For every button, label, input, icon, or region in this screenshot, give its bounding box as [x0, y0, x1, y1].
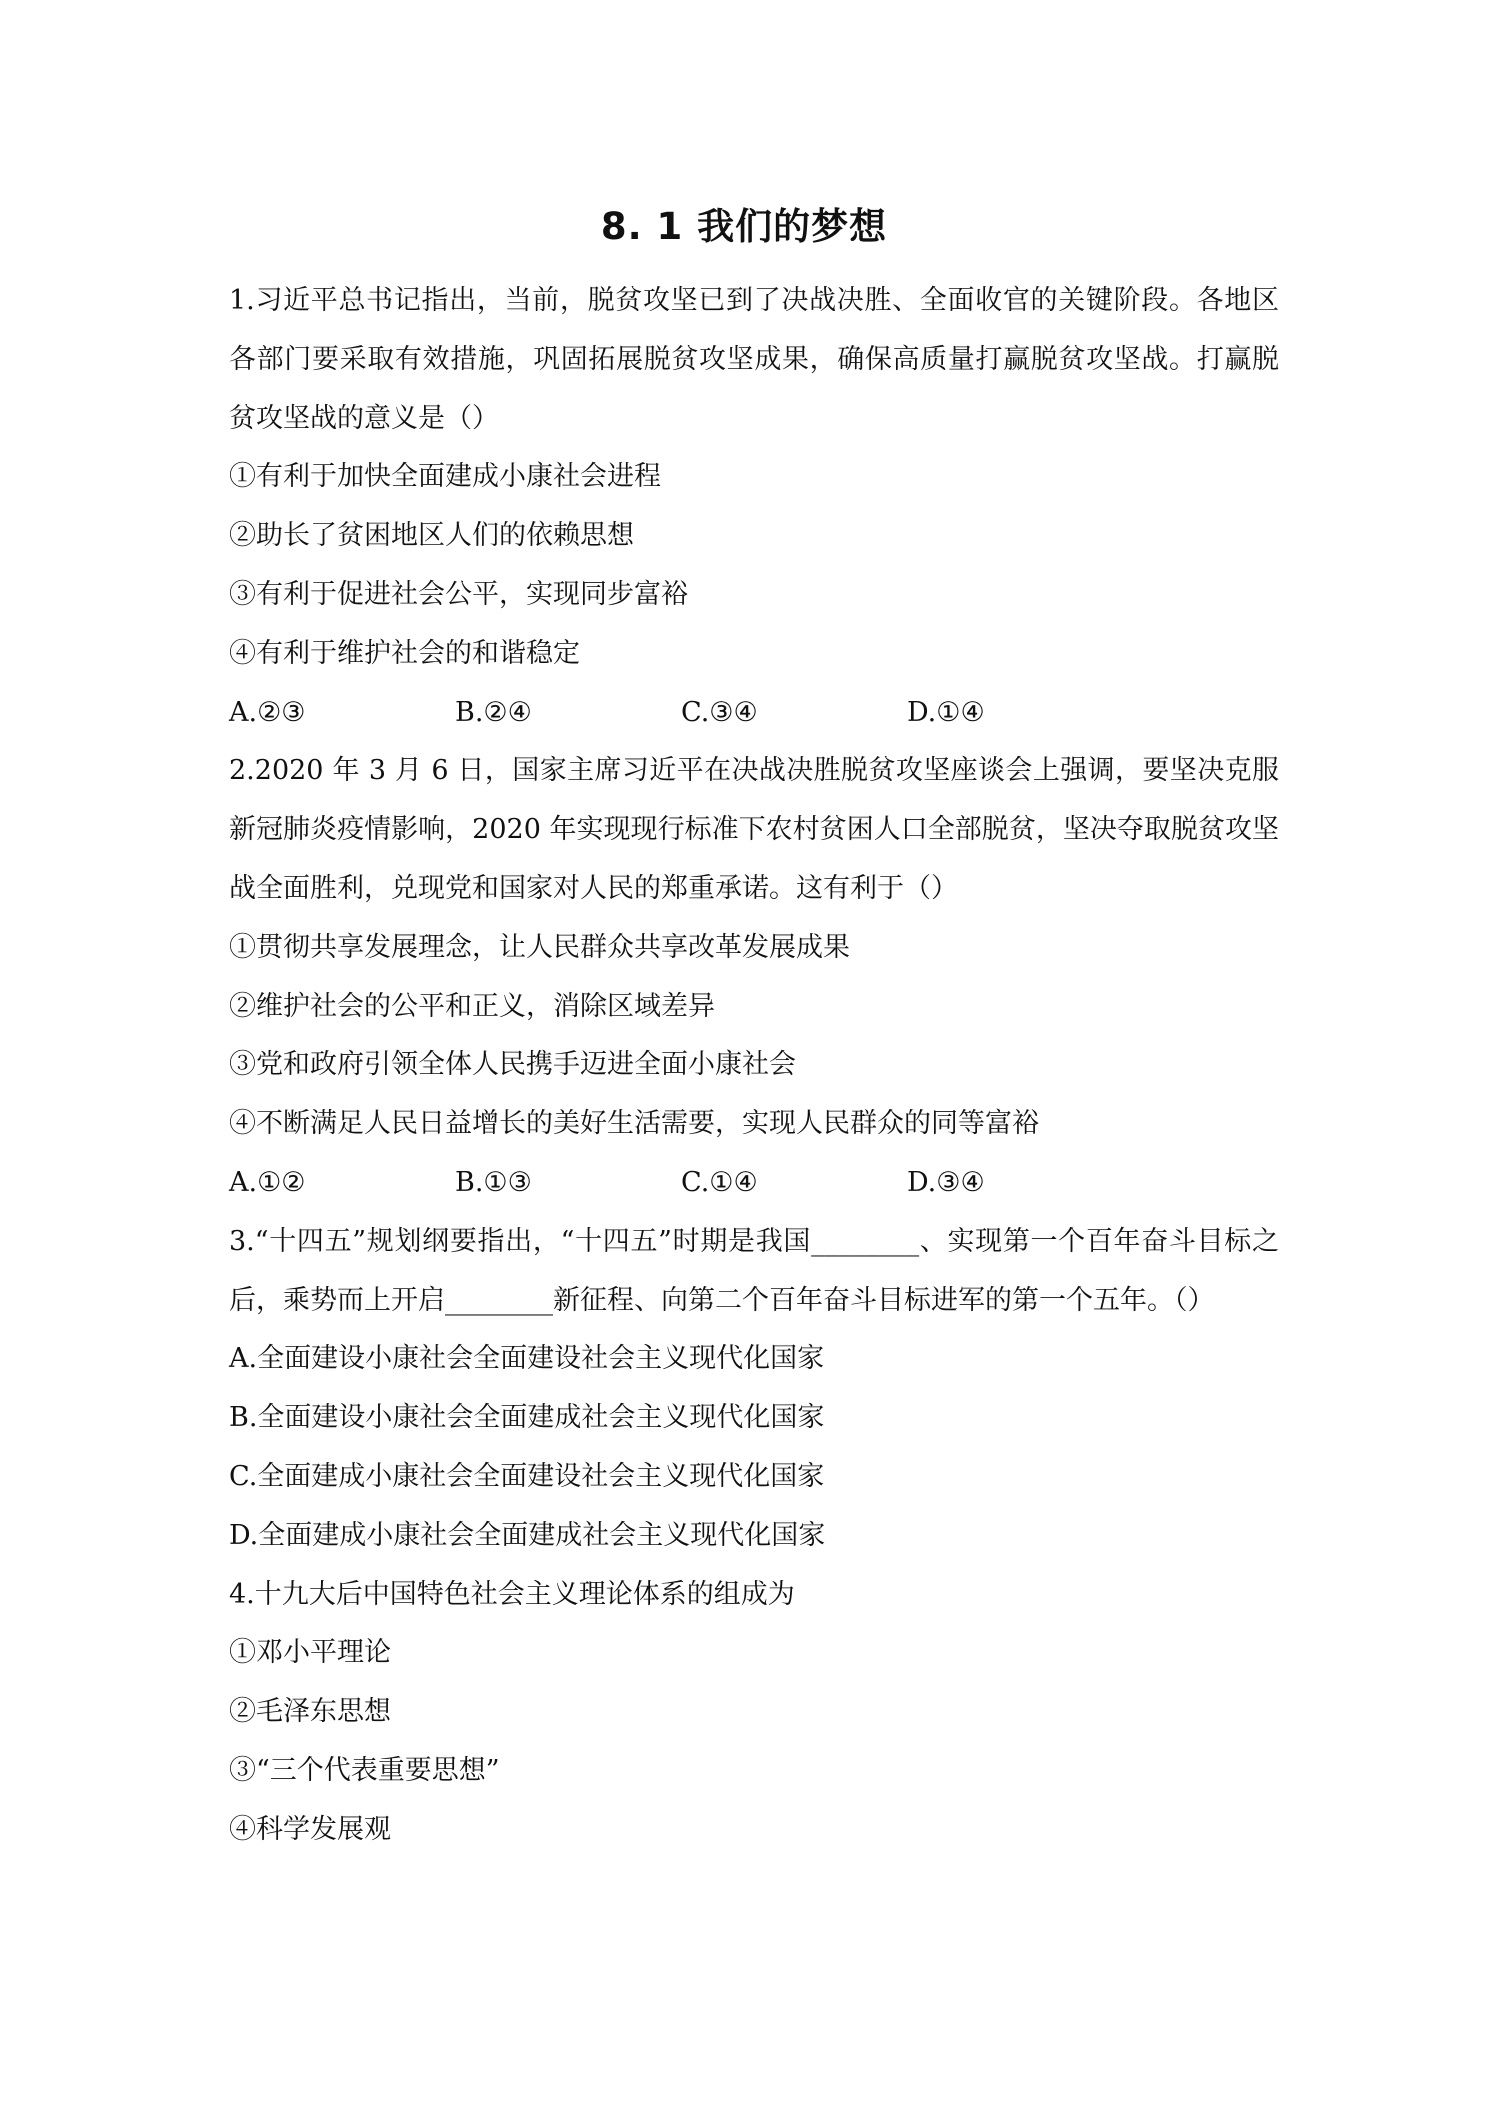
statement-item: ④不断满足人民日益增长的美好生活需要，实现人民群众的同等富裕	[229, 1108, 1039, 1140]
choice-d: D.③④	[907, 1166, 985, 1198]
question-stem: 3.“十四五”规划纲要指出，“十四五”时期是我国________、实现第一个百年奋斗目标之后，乘势而上开启________新征程、向第二个百年奋斗目标进军的第一个五年。（）	[229, 1225, 1279, 1316]
choice-a: A.②③	[229, 696, 306, 728]
option-b: B.全面建设小康社会全面建成社会主义现代化国家	[229, 1402, 825, 1434]
page-title: 8. 1 我们的梦想	[600, 205, 888, 248]
question-stem: 4.十九大后中国特色社会主义理论体系的组成为	[229, 1578, 795, 1610]
question-2	[229, 742, 1279, 1212]
choice-d: D.①④	[907, 696, 985, 728]
question-3	[229, 1213, 1279, 1566]
option-a: A.全面建设小康社会全面建设社会主义现代化国家	[229, 1343, 825, 1375]
option-c: C.全面建成小康社会全面建设社会主义现代化国家	[229, 1460, 825, 1492]
statement-item: ③“三个代表重要思想”	[229, 1754, 500, 1786]
choice-c: C.③④	[681, 696, 758, 728]
question-stem: 1.习近平总书记指出，当前，脱贫攻坚已到了决战决胜、全面收官的关键阶段。各地区各部门要采取有效措施，巩固拓展脱贫攻坚成果，确保高质量打赢脱贫攻坚战。打赢脱贫攻坚战的意义是（）	[229, 285, 1279, 434]
answer-choices	[229, 1154, 1279, 1213]
statement-item: ①有利于加快全面建成小康社会进程	[229, 461, 661, 493]
choice-b: B.①③	[455, 1166, 532, 1198]
statement-item: ①贯彻共享发展理念，让人民群众共享改革发展成果	[229, 931, 850, 963]
statement-item: ①邓小平理论	[229, 1637, 391, 1669]
question-1	[229, 272, 1279, 742]
statement-item: ④科学发展观	[229, 1813, 391, 1845]
choice-c: C.①④	[681, 1166, 758, 1198]
statement-item: ③有利于促进社会公平，实现同步富裕	[229, 578, 688, 610]
statement-item: ②毛泽东思想	[229, 1696, 391, 1728]
choice-b: B.②④	[455, 696, 532, 728]
choice-a: A.①②	[229, 1166, 306, 1198]
statement-item: ③党和政府引领全体人民携手迈进全面小康社会	[229, 1049, 796, 1081]
option-d: D.全面建成小康社会全面建成社会主义现代化国家	[229, 1519, 826, 1551]
question-4	[229, 1566, 1279, 1860]
statement-item: ④有利于维护社会的和谐稳定	[229, 637, 580, 669]
statement-item: ②助长了贫困地区人们的依赖思想	[229, 520, 634, 552]
question-stem: 2.2020 年 3 月 6 日，国家主席习近平在决战决胜脱贫攻坚座谈会上强调，要坚决克服新冠肺炎疫情影响，2020 年实现现行标准下农村贫困人口全部脱贫，坚决夺取脱贫攻坚战全面胜利，兑现党和国家对人民的郑重承诺。这有利于（）	[229, 755, 1279, 904]
answer-choices	[229, 684, 1279, 743]
question-list	[229, 272, 1279, 1860]
statement-item: ②维护社会的公平和正义，消除区域差异	[229, 990, 715, 1022]
